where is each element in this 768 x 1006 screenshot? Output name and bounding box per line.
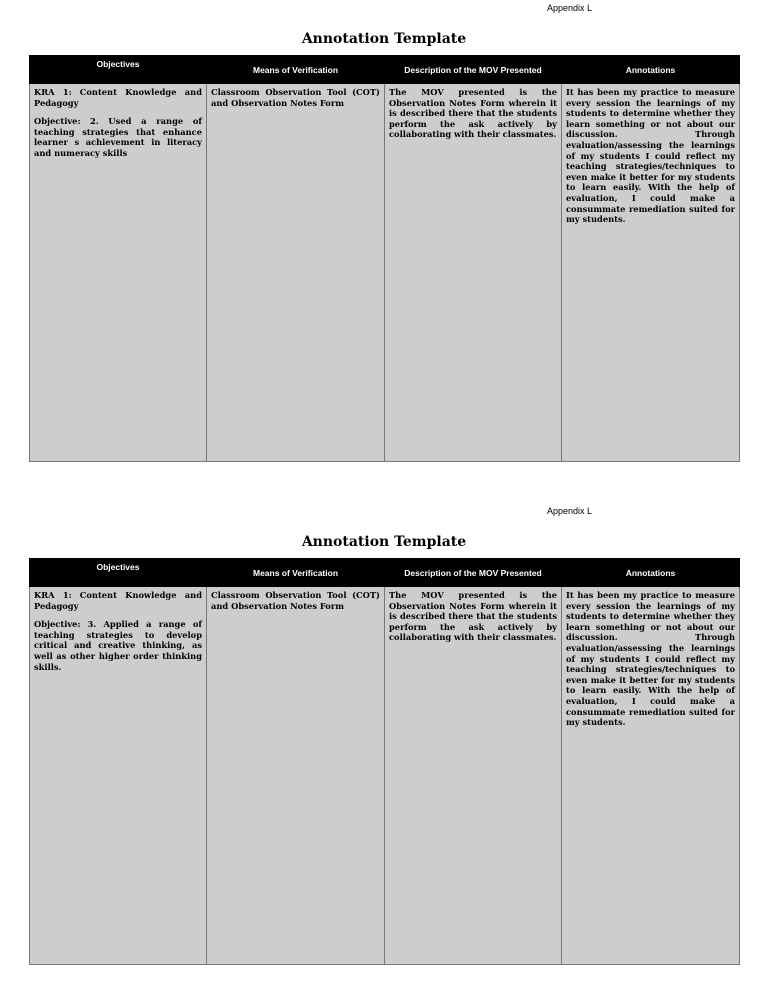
page-2 — [0, 503, 768, 1006]
annotation-table — [29, 55, 740, 462]
header-description: Description of the MOV Presented — [385, 559, 562, 587]
mov-text: Classroom Observation Tool (COT) and Observation Notes Form — [211, 590, 380, 611]
description-text: The MOV presented is the Observation Notes Form wherein it is described there that the students perform the ask actively by collaborating with their classmates. — [389, 87, 557, 140]
kra-text — [34, 87, 202, 108]
mov-cell — [207, 587, 385, 965]
kra-value: Content Knowledge and Pedagogy — [34, 87, 202, 108]
table-row — [30, 587, 740, 965]
objective-label: Objective: — [34, 619, 81, 630]
objective-text — [34, 619, 202, 672]
kra-label: KRA 1: — [34, 87, 72, 97]
description-cell — [385, 587, 562, 965]
table-header-row — [30, 56, 740, 84]
appendix-label: Appendix L — [547, 506, 593, 516]
objectives-cell — [30, 587, 207, 965]
header-means-of-verification: Means of Verification — [207, 56, 385, 84]
annotation-text: It has been my practice to measure every session the learnings of my students to determine whether they learn something or not about our discussion. Through evaluation/assessing the learnings of my students I could reflect my teaching strategies/techniques to even make it better for my students to learn easily. With the help of evaluation, I could make a consummate remediation suited for my students. — [566, 590, 735, 728]
page-title: Annotation Template — [301, 534, 467, 550]
annotations-cell — [562, 84, 740, 462]
header-annotations: Annotations — [562, 559, 740, 587]
objectives-cell — [30, 84, 207, 462]
annotation-text: It has been my practice to measure every session the learnings of my students to determine whether they learn something or not about our discussion. Through evaluation/assessing the learnings of my students I could reflect my teaching strategies/techniques to even make it better for my students to learn easily. With the help of evaluation, I could make a consummate remediation suited for my students. — [566, 87, 735, 225]
annotations-cell — [562, 587, 740, 965]
kra-value: Content Knowledge and Pedagogy — [34, 590, 202, 611]
description-text: The MOV presented is the Observation Notes Form wherein it is described there that the students perform the ask actively by collaborating with their classmates. — [389, 590, 557, 643]
mov-text: Classroom Observation Tool (COT) and Observation Notes Form — [211, 87, 380, 108]
annotation-table — [29, 558, 740, 965]
header-objectives: Objectives — [30, 56, 207, 84]
table-row — [30, 84, 740, 462]
objective-value: 2. Used a range of teaching strategies that enhance learner s achievement in literacy and numeracy skills — [34, 116, 202, 158]
table-header-row — [30, 559, 740, 587]
header-description: Description of the MOV Presented — [385, 56, 562, 84]
page-title: Annotation Template — [301, 31, 467, 47]
kra-label: KRA 1: — [34, 590, 72, 600]
objective-label: Objective: — [34, 116, 81, 127]
objective-text — [34, 116, 202, 158]
header-objectives: Objectives — [30, 559, 207, 587]
objective-value: 3. Applied a range of teaching strategies to develop critical and creative thinking, as well as other higher order thinking skills. — [34, 619, 202, 672]
description-cell — [385, 84, 562, 462]
header-means-of-verification: Means of Verification — [207, 559, 385, 587]
header-annotations: Annotations — [562, 56, 740, 84]
kra-text — [34, 590, 202, 611]
appendix-label: Appendix L — [547, 3, 593, 13]
mov-cell — [207, 84, 385, 462]
